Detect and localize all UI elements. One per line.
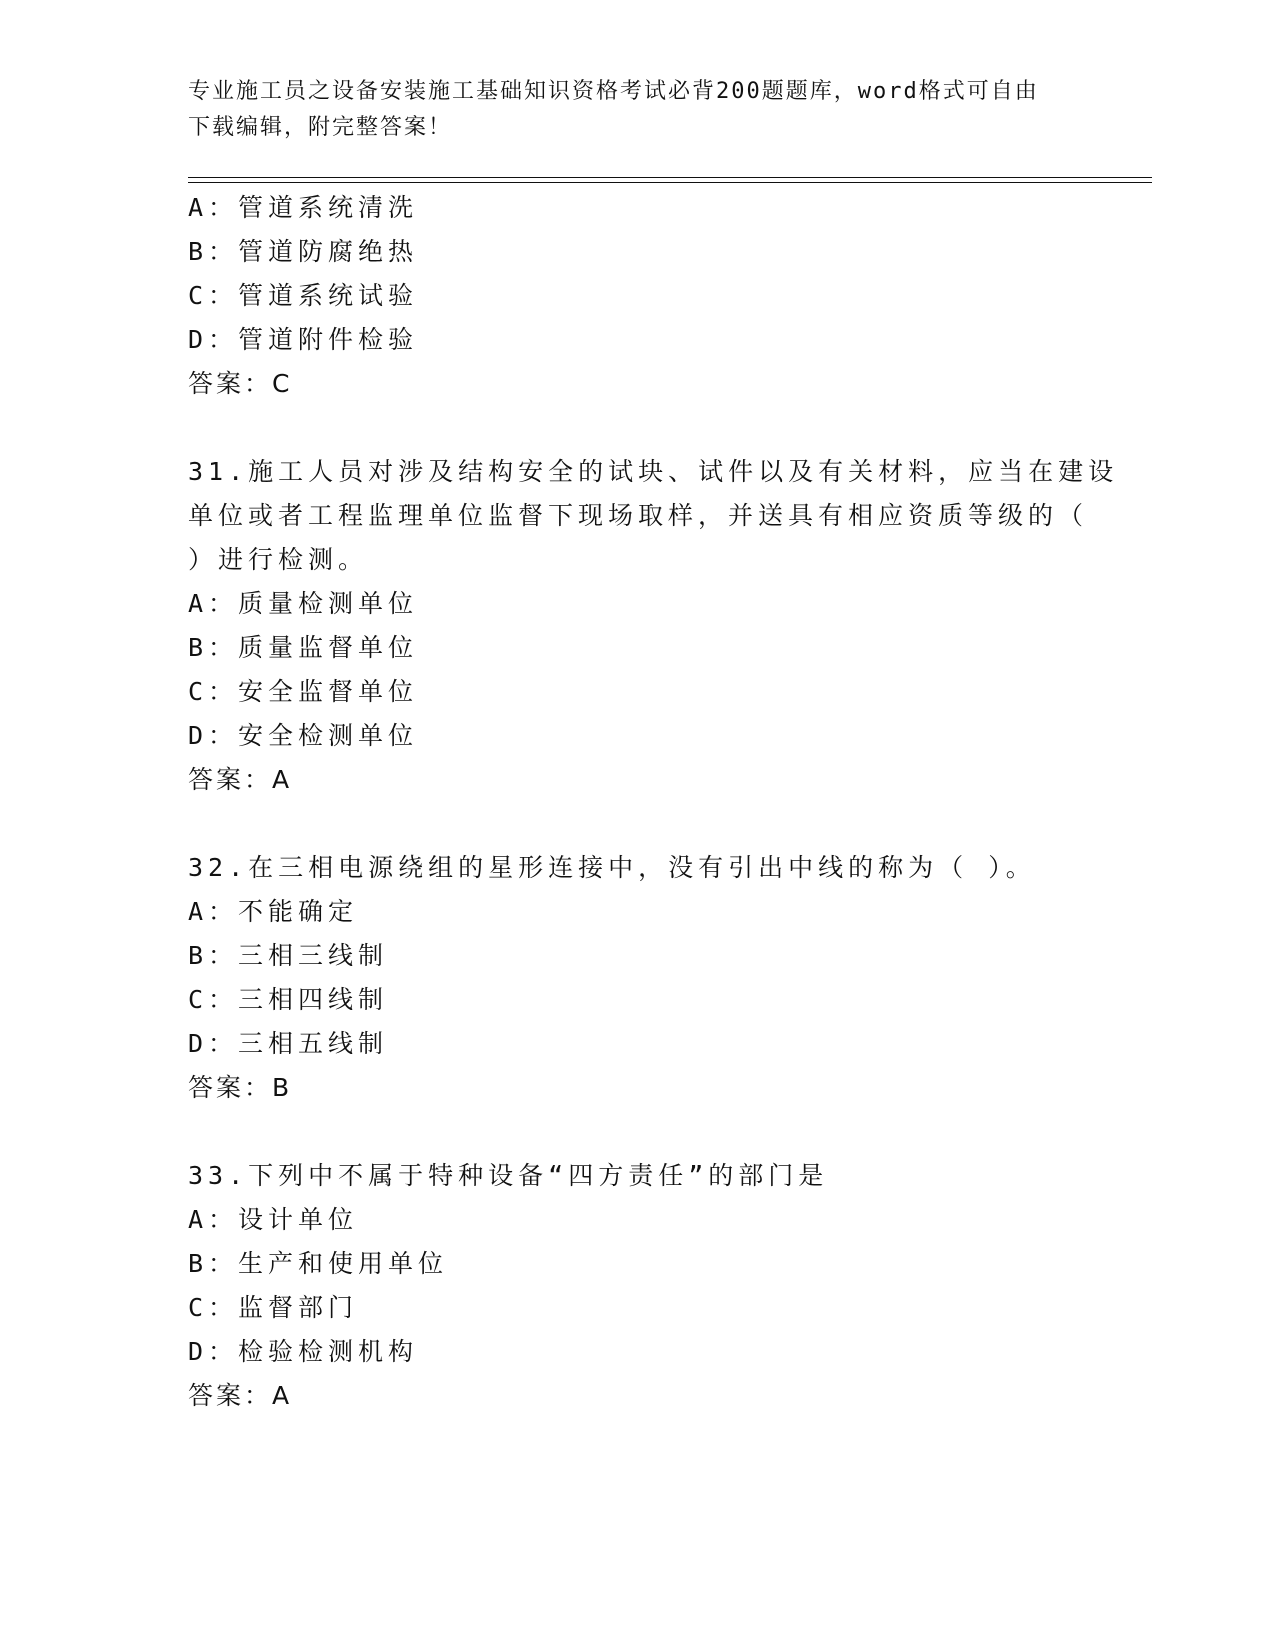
q33-option-a: A：设计单位 <box>188 1205 359 1234</box>
q32-stem: 32.在三相电源绕组的星形连接中，没有引出中线的称为（ ）。 <box>188 853 1036 882</box>
q30-answer: 答案：C <box>188 369 293 398</box>
q33-stem: 33.下列中不属于特种设备“四方责任”的部门是 <box>188 1161 829 1190</box>
q30-option-b: B：管道防腐绝热 <box>188 237 419 266</box>
q33-answer: 答案：A <box>188 1381 293 1410</box>
q31-option-d: D：安全检测单位 <box>188 721 419 750</box>
q30-option-c: C：管道系统试验 <box>188 281 419 310</box>
header-divider-top <box>188 177 1152 178</box>
q33-option-c: C：监督部门 <box>188 1293 359 1322</box>
q31-stem-line-2: 单位或者工程监理单位监督下现场取样，并送具有相应资质等级的（ <box>188 501 1089 530</box>
q31-option-b: B：质量监督单位 <box>188 633 419 662</box>
header-divider-bottom <box>188 182 1152 183</box>
q30-option-a: A：管道系统清洗 <box>188 193 419 222</box>
q32-option-c: C：三相四线制 <box>188 985 389 1014</box>
q31-stem-line-1: 31.施工人员对涉及结构安全的试块、试件以及有关材料，应当在建设 <box>188 457 1119 486</box>
q31-option-a: A：质量检测单位 <box>188 589 419 618</box>
q33-option-b: B：生产和使用单位 <box>188 1249 449 1278</box>
q33-option-d: D：检验检测机构 <box>188 1337 419 1366</box>
q32-option-b: B：三相三线制 <box>188 941 389 970</box>
header-line-1: 专业施工员之设备安装施工基础知识资格考试必背200题题库，word格式可自由 <box>188 79 1039 104</box>
header-line-2: 下载编辑，附完整答案！ <box>188 115 453 140</box>
q32-answer: 答案：B <box>188 1073 293 1102</box>
document-header <box>188 74 1068 146</box>
q30-option-d: D：管道附件检验 <box>188 325 419 354</box>
q32-option-a: A：不能确定 <box>188 897 359 926</box>
q32-option-d: D：三相五线制 <box>188 1029 389 1058</box>
q31-stem-line-3: ）进行检测。 <box>188 545 369 574</box>
q31-option-c: C：安全监督单位 <box>188 677 419 706</box>
q31-answer: 答案：A <box>188 765 293 794</box>
